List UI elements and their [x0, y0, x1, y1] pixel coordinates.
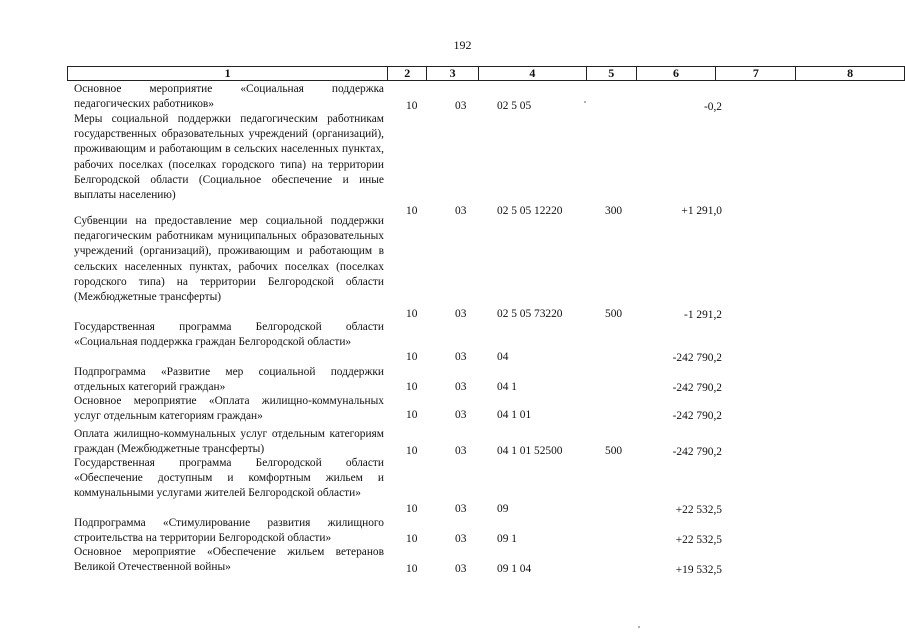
row-description: Субвенции на предоставление мер социальной поддержки педагогическим работникам муниципальных образовательных учреждений (организаций), проживающим и работающим в сельских населенных пунктах, рабочих поселках (поселках городского типа) на территории Белгородской области (Межбюджетные трансферты)	[74, 215, 384, 304]
row-amount: -242 790,2	[672, 446, 722, 458]
row-amount: -1 291,2	[684, 309, 722, 321]
header-col-5: 5	[587, 67, 637, 80]
row-subsection: 03	[455, 563, 467, 575]
row-amount: -242 790,2	[672, 410, 722, 422]
row-expense-type: 500	[605, 308, 623, 320]
row-amount: +19 532,5	[675, 564, 722, 576]
row-description: Подпрограмма «Развитие мер социальной поддержки отдельных категорий граждан»	[74, 366, 384, 394]
row-target-code: 02 5 05 73220	[497, 308, 563, 320]
row-amount: +22 532,5	[675, 534, 722, 546]
row-subsection: 03	[455, 503, 467, 515]
row-description: Основное мероприятие «Социальная поддержка педагогических работников»	[74, 83, 384, 111]
header-col-4: 4	[479, 67, 587, 80]
header-col-6: 6	[637, 67, 717, 80]
row-description: Подпрограмма «Стимулирование развития жилищного строительства на территории Белгородской области»	[74, 517, 384, 545]
header-col-3: 3	[427, 67, 479, 80]
row-section: 10	[406, 409, 418, 421]
row-subsection: 03	[455, 381, 467, 393]
row-section: 10	[406, 563, 418, 575]
row-target-code: 09 1 04	[497, 563, 532, 575]
header-col-8: 8	[847, 66, 854, 80]
row-expense-type: 500	[605, 445, 623, 457]
row-target-code: 02 5 05 12220	[497, 205, 563, 217]
row-description: Оплата жилищно-коммунальных услуг отдельным категориям граждан (Межбюджетные трансферты)	[74, 428, 384, 456]
row-target-code: 04 1 01	[497, 409, 532, 421]
row-subsection: 03	[455, 100, 467, 112]
row-section: 10	[406, 533, 418, 545]
row-subsection: 03	[455, 205, 467, 217]
row-amount: +22 532,5	[675, 504, 722, 516]
row-section: 10	[406, 381, 418, 393]
row-section: 10	[406, 445, 418, 457]
row-amount: -0,2	[703, 101, 722, 113]
row-description: Основное мероприятие «Обеспечение жильем ветеранов Великой Отечественной войны»	[74, 546, 384, 574]
row-subsection: 03	[455, 351, 467, 363]
row-target-code: 09 1	[497, 533, 517, 545]
row-description: Государственная программа Белгородской области «Обеспечение доступным и комфортным жильем и коммунальными услугами жителей Белгородской области»	[74, 457, 384, 500]
row-subsection: 03	[455, 409, 467, 421]
row-expense-type: 300	[605, 205, 623, 217]
row-description: Основное мероприятие «Оплата жилищно-коммунальных услуг отдельным категориям граждан»	[74, 395, 384, 423]
row-subsection: 03	[455, 445, 467, 457]
row-amount: +1 291,0	[681, 205, 722, 217]
header-col-2: 2	[388, 67, 427, 80]
table-header	[67, 66, 905, 81]
row-target-code: 04	[497, 351, 509, 363]
row-section: 10	[406, 308, 418, 320]
row-description: Государственная программа Белгородской области «Социальная поддержка граждан Белгородской области»	[74, 321, 384, 349]
row-subsection: 03	[455, 308, 467, 320]
page-number: 192	[453, 38, 472, 52]
row-section: 10	[406, 205, 418, 217]
row-target-code: 04 1	[497, 381, 517, 393]
row-subsection: 03	[455, 533, 467, 545]
row-section: 10	[406, 351, 418, 363]
row-target-code: 04 1 01 52500	[497, 445, 563, 457]
row-section: 10	[406, 503, 418, 515]
header-col-1: 1	[68, 67, 388, 80]
row-amount: -242 790,2	[672, 382, 722, 394]
row-description: Меры социальной поддержки педагогическим работникам государственных образовательных учреждений (организаций), проживающим и работающим в сельских населенных пунктах, рабочих поселках (поселках городского типа) на территории Белгородской области (Социальное обеспечение и иные выплаты населению)	[74, 113, 384, 202]
row-target-code: 09	[497, 503, 509, 515]
row-target-code: 02 5 05	[497, 100, 532, 112]
header-col-7: 7	[716, 67, 796, 80]
row-amount: -242 790,2	[672, 352, 722, 364]
scan-speck	[584, 101, 586, 103]
scan-speck	[638, 626, 640, 628]
row-section: 10	[406, 100, 418, 112]
